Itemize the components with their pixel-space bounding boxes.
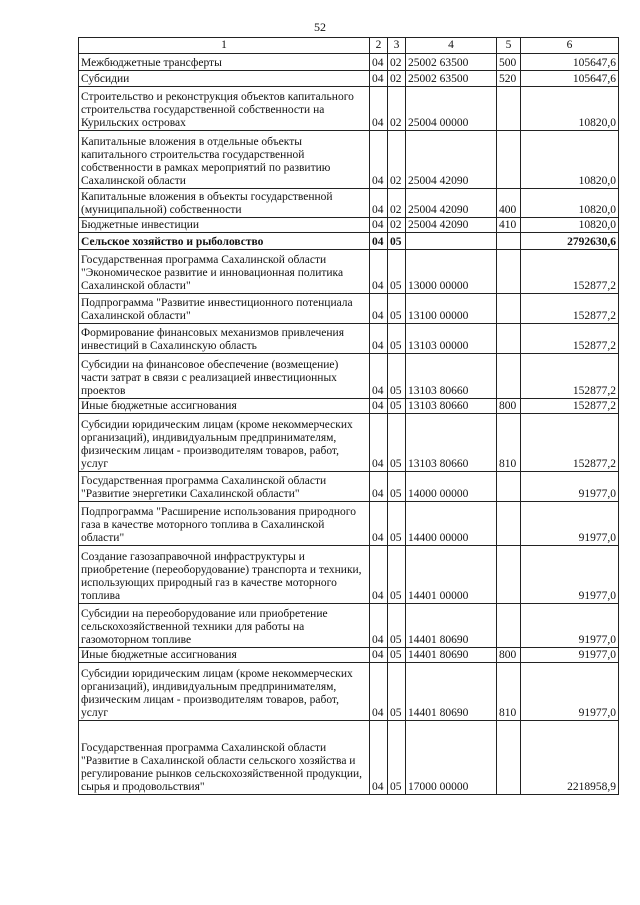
row-target-article: 25004 42090 [406,218,497,233]
row-section: 04 [370,54,388,71]
row-expense-type [497,324,521,354]
row-amount: 10820,0 [521,131,619,189]
row-section: 04 [370,354,388,399]
row-amount: 2218958,9 [521,721,619,795]
row-expense-type: 800 [497,648,521,663]
row-name: Иные бюджетные ассигнования [79,648,370,663]
row-name: Капитальные вложения в объекты государственной (муниципальной) собственности [79,189,370,218]
row-expense-type [497,250,521,294]
column-header: 2 [370,38,388,54]
row-name: Субсидии юридическим лицам (кроме некоммерческих организаций), индивидуальным предпринимателям, физическим лицам - производителям товаров, работ, услуг [79,663,370,721]
row-section: 04 [370,218,388,233]
row-name: Государственная программа Сахалинской области "Развитие энергетики Сахалинской области" [79,472,370,502]
table-row [79,233,619,250]
column-header: 6 [521,38,619,54]
row-section: 04 [370,399,388,414]
row-target-article: 25004 42090 [406,189,497,218]
row-subsection: 05 [388,502,406,546]
row-subsection: 05 [388,324,406,354]
row-amount: 91977,0 [521,472,619,502]
row-name: Капитальные вложения в отдельные объекты капитального строительства государственной собственности в рамках мероприятий по развитию Сахалинской области [79,131,370,189]
column-header: 4 [406,38,497,54]
row-subsection: 05 [388,472,406,502]
column-header: 5 [497,38,521,54]
row-expense-type [497,546,521,604]
row-amount: 91977,0 [521,604,619,648]
row-subsection: 05 [388,414,406,472]
row-subsection: 05 [388,663,406,721]
row-amount: 91977,0 [521,502,619,546]
row-subsection: 05 [388,354,406,399]
row-name: Субсидии юридическим лицам (кроме некоммерческих организаций), индивидуальным предпринимателям, физическим лицам - производителям товаров, работ, услуг [79,414,370,472]
row-target-article: 14401 80690 [406,604,497,648]
row-name: Сельское хозяйство и рыболовство [79,233,370,250]
row-target-article: 14401 00000 [406,546,497,604]
row-section: 04 [370,189,388,218]
row-expense-type [497,604,521,648]
column-header: 1 [79,38,370,54]
row-target-article: 13103 00000 [406,324,497,354]
row-subsection: 05 [388,250,406,294]
row-section: 04 [370,87,388,131]
table-row [79,502,619,546]
row-target-article: 13000 00000 [406,250,497,294]
row-expense-type [497,294,521,324]
row-name: Субсидии на финансовое обеспечение (возмещение) части затрат в связи с реализацией инвестиционных проектов [79,354,370,399]
row-expense-type [497,721,521,795]
row-amount: 152877,2 [521,324,619,354]
row-expense-type: 520 [497,71,521,87]
row-target-article: 13103 80660 [406,399,497,414]
table-row [79,324,619,354]
row-name: Формирование финансовых механизмов привлечения инвестиций в Сахалинскую область [79,324,370,354]
table-header-row [79,38,619,54]
row-expense-type [497,233,521,250]
row-expense-type: 810 [497,663,521,721]
row-expense-type [497,131,521,189]
row-section: 04 [370,71,388,87]
row-section: 04 [370,648,388,663]
row-amount: 2792630,6 [521,233,619,250]
row-expense-type [497,87,521,131]
row-amount: 91977,0 [521,546,619,604]
row-subsection: 05 [388,721,406,795]
row-target-article [406,233,497,250]
row-amount: 152877,2 [521,354,619,399]
table-row [79,294,619,324]
row-name: Государственная программа Сахалинской области "Развитие в Сахалинской области сельского хозяйства и регулирование рынков сельскохозяйственной продукции, сырья и продовольствия" [79,721,370,795]
table-row [79,218,619,233]
row-name: Строительство и реконструкция объектов капитального строительства государственной собственности на Курильских островах [79,87,370,131]
row-amount: 105647,6 [521,54,619,71]
row-expense-type: 410 [497,218,521,233]
row-target-article: 25002 63500 [406,54,497,71]
table-row [79,87,619,131]
table-row [79,648,619,663]
row-target-article: 14401 80690 [406,648,497,663]
row-subsection: 05 [388,233,406,250]
row-subsection: 02 [388,54,406,71]
table-row [79,250,619,294]
row-amount: 152877,2 [521,414,619,472]
row-name: Подпрограмма "Развитие инвестиционного потенциала Сахалинской области" [79,294,370,324]
table-row [79,721,619,795]
row-amount: 10820,0 [521,218,619,233]
row-subsection: 02 [388,131,406,189]
row-section: 04 [370,324,388,354]
row-target-article: 13100 00000 [406,294,497,324]
row-amount: 10820,0 [521,87,619,131]
page-number: 52 [314,20,326,34]
row-target-article: 14401 80690 [406,663,497,721]
row-expense-type [497,472,521,502]
row-subsection: 02 [388,218,406,233]
row-name: Создание газозаправочной инфраструктуры и приобретение (переоборудование) транспорта и техники, использующих природный газ в качестве моторного топлива [79,546,370,604]
row-amount: 152877,2 [521,294,619,324]
row-amount: 152877,2 [521,399,619,414]
column-header: 3 [388,38,406,54]
row-target-article: 14400 00000 [406,502,497,546]
budget-table [78,37,619,795]
row-section: 04 [370,472,388,502]
row-target-article: 13103 80660 [406,354,497,399]
table-row [79,54,619,71]
row-subsection: 05 [388,604,406,648]
row-section: 04 [370,663,388,721]
row-amount: 91977,0 [521,663,619,721]
row-name: Государственная программа Сахалинской области "Экономическое развитие и инновационная политика Сахалинской области" [79,250,370,294]
row-expense-type [497,502,521,546]
table-row [79,663,619,721]
row-subsection: 05 [388,648,406,663]
row-expense-type: 400 [497,189,521,218]
table-row [79,399,619,414]
table-row [79,354,619,399]
row-target-article: 25002 63500 [406,71,497,87]
row-subsection: 02 [388,71,406,87]
row-target-article: 17000 00000 [406,721,497,795]
row-name: Иные бюджетные ассигнования [79,399,370,414]
row-target-article: 25004 00000 [406,87,497,131]
row-section: 04 [370,131,388,189]
row-section: 04 [370,546,388,604]
row-section: 04 [370,604,388,648]
row-expense-type [497,354,521,399]
row-expense-type: 500 [497,54,521,71]
row-section: 04 [370,294,388,324]
row-amount: 91977,0 [521,648,619,663]
row-subsection: 05 [388,294,406,324]
row-amount: 105647,6 [521,71,619,87]
row-subsection: 02 [388,189,406,218]
row-target-article: 14000 00000 [406,472,497,502]
table-row [79,414,619,472]
row-subsection: 05 [388,546,406,604]
table-row [79,71,619,87]
row-section: 04 [370,414,388,472]
row-name: Субсидии на переоборудование или приобретение сельскохозяйственной техники для работы на газомоторном топливе [79,604,370,648]
table-row [79,472,619,502]
row-name: Межбюджетные трансферты [79,54,370,71]
row-expense-type: 800 [497,399,521,414]
row-name: Подпрограмма "Расширение использования природного газа в качестве моторного топлива в Сахалинской области" [79,502,370,546]
row-section: 04 [370,502,388,546]
row-amount: 152877,2 [521,250,619,294]
row-name: Субсидии [79,71,370,87]
row-amount: 10820,0 [521,189,619,218]
table-row [79,189,619,218]
row-section: 04 [370,721,388,795]
row-name: Бюджетные инвестиции [79,218,370,233]
row-subsection: 05 [388,399,406,414]
table-row [79,604,619,648]
table-row [79,131,619,189]
row-section: 04 [370,250,388,294]
row-target-article: 25004 42090 [406,131,497,189]
table-row [79,546,619,604]
row-expense-type: 810 [497,414,521,472]
row-section: 04 [370,233,388,250]
row-target-article: 13103 80660 [406,414,497,472]
row-subsection: 02 [388,87,406,131]
